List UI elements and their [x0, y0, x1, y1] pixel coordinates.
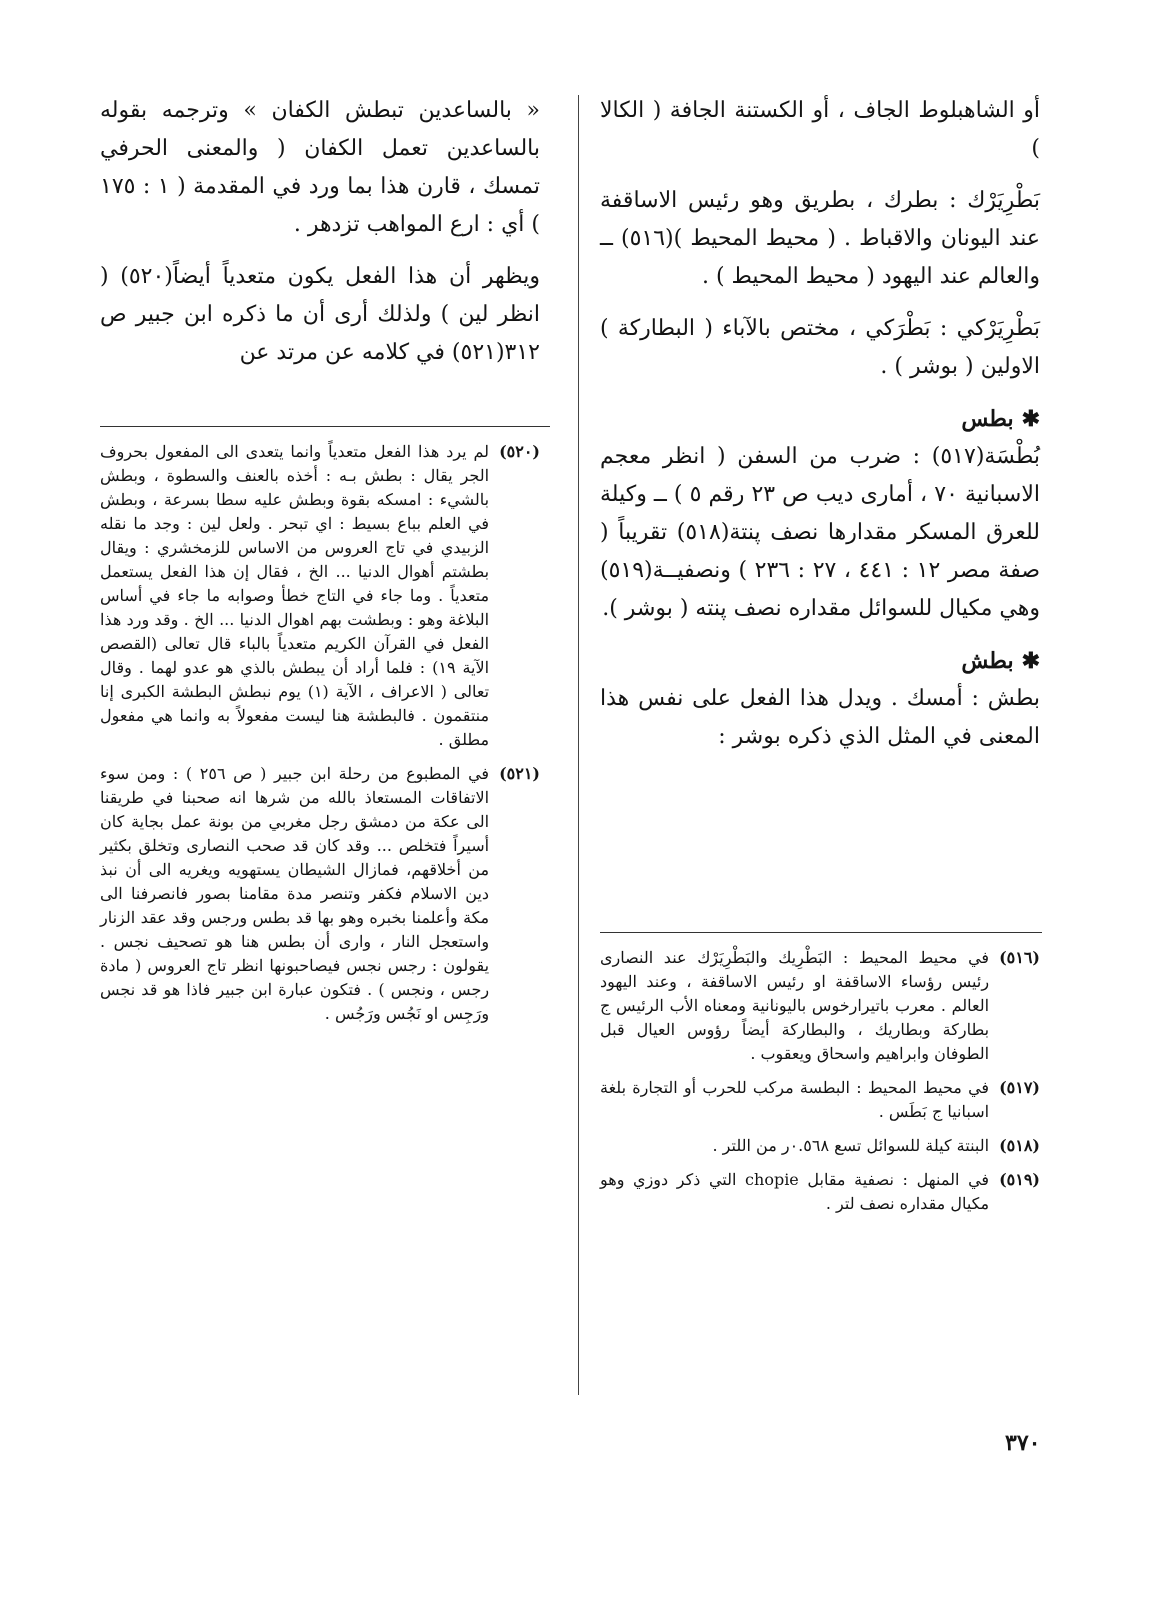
footnote-text: في المطبوع من رحلة ابن جبير ( ص ٢٥٦ ) : ومن سوء الاتفاقات المستعاذ بالله من شرها انه صحبنا في طريقنا الى عكة من دمشق رجل مغربي من بونة عمل بجاية كان أسيراً فتخلص ... وقد كان قد صحب النصارى وتخلق بكثير من أخلاقهم، فمازال الشيطان يستهويه ويغريه الى أن نبذ دين الاسلام فكفر وتنصر مدة مقامنا بصور فانصرفنا الى مكة وأعلمنا بخبره وهو بها قد بطس ورجس وقد عقد الزنار واستعجل النار ، وارى أن بطس هنا هو تصحيف نجس . يقولون : رجس نجس فيصاحبونها انظر تاج العروس ( مادة رجس ، ونجس ) . فتكون عبارة ابن جبير فاذا هو قد نجس ورَجِس او نَجُس ورَجُس . [100, 764, 490, 1023]
footnote-text: في المنهل : نصفية مقابل chopie التي ذكر دوزي وهو مكيال مقداره نصف لتر . [600, 1170, 990, 1213]
right-footnotes [600, 946, 1040, 1226]
footnote-text: في محيط المحيط : البطسة مركب للحرب أو التجارة بلغة اسبانيا ج بَطَس . [600, 1078, 990, 1121]
entry-text: بُطْسَة(٥١٧) : ضرب من السفن ( انظر معجم الاسبانية ٧٠ ، أمارى ديب ص ٢٣ رقم ٥ ) ــ وكيلة للعرق المسكر مقدارها نصف پنتة(٥١٨) تقريباً ( صفة مصر ١٢ : ٤٤١ ، ٢٧ : ٢٣٦ ) ونصفيــة(٥١٩) وهي مكيال للسوائل مقداره نصف پنته ( بوشر ). [600, 444, 1041, 621]
entry-heading-label: بطس [961, 406, 1014, 432]
footnote [600, 1168, 1040, 1216]
footnote [600, 1134, 1040, 1158]
footnote-number: (٥١٦) [999, 948, 1040, 967]
right-main-column [600, 92, 1040, 770]
entry-heading [600, 400, 1040, 438]
footnote [100, 440, 540, 752]
footnote-text: البنتة كيلة للسوائل تسع ٠.٥٦٨ر من اللتر . [712, 1136, 990, 1155]
left-footnotes [100, 440, 540, 1036]
footnote-text: في محيط المحيط : البَطْرِيك والبَطْرِيَرْك عند النصارى رئيس رؤساء الاساقفة او رئيس الاساقفة ، وعند اليهود العالم . معرب باتيرارخوس باليونانية ومعناه الأب الرئيس ج بطاركة وبطاريك ، والبطاركة أيضاً رؤوس العيال قبل الطوفان وابراهيم واسحاق ويعقوب . [600, 948, 990, 1063]
asterisk-icon: ✱ [1021, 406, 1040, 432]
entry-heading-label: بطش [961, 648, 1014, 674]
paragraph: ويظهر أن هذا الفعل يكون متعدياً أيضاً(٥٢٠) ( انظر لين ) ولذلك أرى أن ما ذكره ابن جبير ص ٣١٢(٥٢١) في كلامه عن مرتد عن [100, 264, 540, 365]
column-divider [578, 95, 579, 1395]
paragraph: أو الشاهبلوط الجاف ، أو الكستنة الجافة ( الكالا ) [600, 98, 1040, 161]
page-number: ٣٧٠ [1005, 1430, 1041, 1456]
left-footnote-rule [100, 426, 550, 427]
paragraph: بَطْرِيَرْكي : بَطْرَكي ، مختص بالآباء ( البطاركة ) الاولين ( بوشر ) . [600, 316, 1040, 379]
entry-heading [600, 642, 1040, 680]
footnote-number: (٥١٧) [999, 1078, 1040, 1097]
entry-text: بطش : أمسك . ويدل هذا الفعل على نفس هذا المعنى في المثل الذي ذكره بوشر : [600, 686, 1040, 749]
footnote-number: (٥١٨) [999, 1136, 1040, 1155]
footnote [100, 762, 540, 1026]
asterisk-icon: ✱ [1021, 648, 1040, 674]
footnote-number: (٥٢٠) [499, 442, 540, 461]
paragraph: « بالساعدين تبطش الكفان » وترجمه بقوله بالساعدين تعمل الكفان ( والمعنى الحرفي تمسك ، قارن هذا بما ورد في المقدمة ( ١ : ١٧٥ ) أي : ارع المواهب تزدهر . [100, 98, 540, 237]
footnote-number: (٥١٩) [999, 1170, 1040, 1189]
right-footnote-rule [600, 932, 1042, 933]
footnote-number: (٥٢١) [499, 764, 540, 783]
left-main-column [100, 92, 540, 386]
footnote [600, 1076, 1040, 1124]
footnote-text: لم يرد هذا الفعل متعدياً وانما يتعدى الى المفعول بحروف الجر يقال : بطش بـه : أخذه بالعنف والسطوة ، وبطش بالشيء : امسكه بقوة وبطش عليه سطا بسرعة ، وبطش في العلم بباع بسيط : اي تبحر . ولعل لين : وجد ما نقله الزبيدي في تاج العروس من الاساس للزمخشري : ويقال بطشتم أهوال الدنيا ... الخ ، فقال إن هذا الفعل يستعمل متعدياً . وما جاء في التاج خطأ وصوابه ما جاء في أساس البلاغة وهو : وبطشت بهم اهوال الدنيا ... الخ . وقد ورد هذا الفعل في القرآن الكريم متعدياً بالباء قال تعالى (القصص الآية ١٩) : فلما أراد أن يبطش بالذي هو عدو لهما . وقال تعالى ( الاعراف ، الآية (١) يوم نبطش البطشة الكبرى إنا منتقمون . فالبطشة هنا ليست مفعولاً به وانما هي مفعول مطلق . [100, 442, 490, 749]
paragraph: بَطْرِيَرْك : بطرك ، بطريق وهو رئيس الاساقفة عند اليونان والاقباط . ( محيط المحيط )(٥١٦) ــ والعالم عند اليهود ( محيط المحيط ) . [600, 188, 1040, 289]
footnote [600, 946, 1040, 1066]
